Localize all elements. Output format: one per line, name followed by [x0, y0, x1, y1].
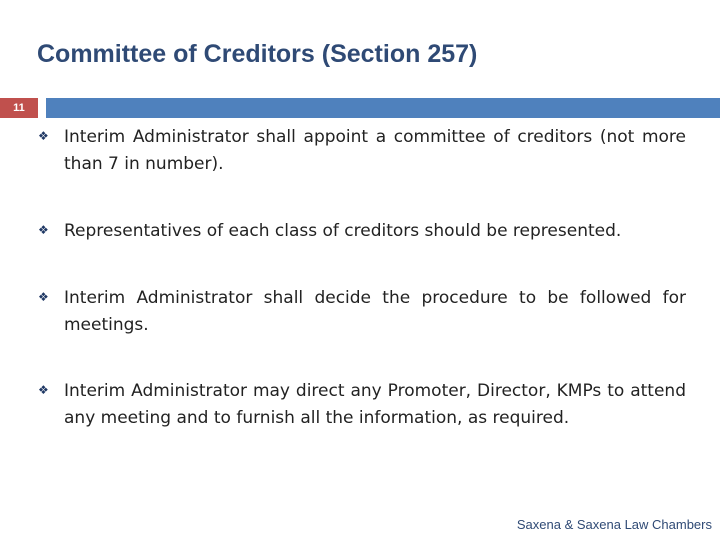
- slide-number-badge: 11: [0, 98, 38, 118]
- bullet-item: [36, 285, 686, 339]
- header-bar: [46, 98, 720, 118]
- bullet-text: Representatives of each class of creditors should be represented.: [64, 221, 622, 241]
- diamond-bullet-icon: ❖: [38, 223, 49, 237]
- slide-title: Committee of Creditors (Section 257): [37, 40, 478, 68]
- bullet-text: Interim Administrator shall appoint a committee of creditors (not more than 7 in number).: [64, 127, 686, 174]
- footer-text: Saxena & Saxena Law Chambers: [516, 517, 712, 532]
- bullet-item: [36, 378, 686, 432]
- diamond-bullet-icon: ❖: [38, 290, 49, 304]
- bullet-text: Interim Administrator may direct any Promoter, Director, KMPs to attend any meeting and to furnish all the information, as required.: [64, 381, 686, 428]
- bullet-text: Interim Administrator shall decide the procedure to be followed for meetings.: [64, 288, 686, 335]
- diamond-bullet-icon: ❖: [38, 129, 49, 143]
- bullet-item: [36, 124, 686, 178]
- bullet-item: [36, 218, 686, 245]
- diamond-bullet-icon: ❖: [38, 383, 49, 397]
